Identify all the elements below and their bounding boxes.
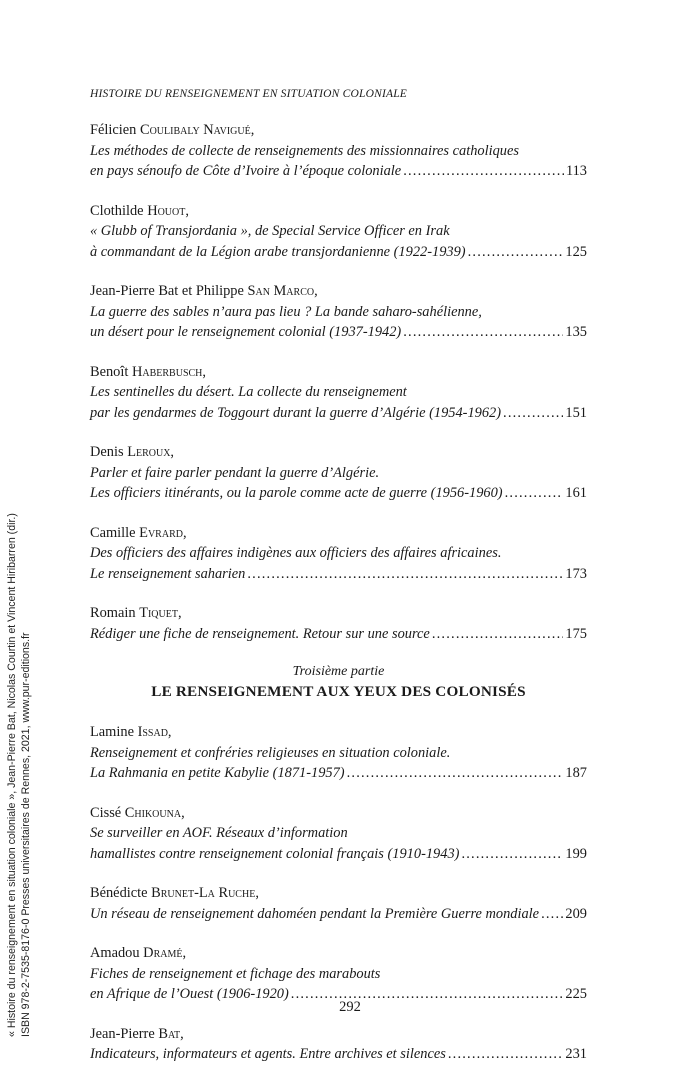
entry-title-text: Les officiers itinérants, ou la parole comme acte de guerre (1956-1960) [90, 485, 503, 501]
entry-title-text: Le renseignement saharien [90, 565, 246, 582]
entry-title-text: en Afrique de l’Ouest (1906-1920) [90, 986, 289, 1002]
author-last-name: Haberbusch [131, 363, 203, 380]
part-title: LE RENSEIGNEMENT AUX YEUX DES COLONISÉS [151, 683, 526, 700]
dot-leader [461, 844, 563, 865]
author-first-name: Jean-Pierre [90, 1025, 155, 1042]
author-last-name: Chikouna [124, 804, 182, 821]
dot-leader [448, 1044, 564, 1065]
entry-author: Cissé Chikouna, [90, 804, 185, 821]
entry-page-number: 199 [565, 845, 587, 862]
entry-author: Félicien Coulibaly Navigué, [90, 122, 255, 138]
toc-entry [90, 603, 587, 644]
entry-page-number: 187 [565, 765, 587, 781]
author-first-name: Amadou [90, 945, 140, 961]
running-header: HISTOIRE DU RENSEIGNEMENT EN SITUATION COLONIALE [90, 88, 408, 100]
author-last-name: Tiquet [139, 605, 178, 621]
entry-title-text: un désert pour le renseignement colonial (1937-1942) [90, 324, 402, 340]
entry-author: Lamine Issad, [90, 724, 172, 740]
entry-page-number: 209 [565, 905, 587, 922]
author-first-name: Romain [90, 605, 136, 621]
part-heading [90, 663, 587, 703]
entry-title-line: « Glubb of Transjordania », de Special Service Officer en Irak [90, 223, 450, 239]
isbn-line: ISBN 978-2-7535-8176-0 Presses universitaires de Rennes, 2021, www.pur-editions.fr [19, 632, 32, 1037]
toc-entry [90, 442, 587, 504]
entry-title-text: Un réseau de renseignement dahoméen pendant la Première Guerre mondiale [90, 905, 540, 922]
entry-page-number: 175 [565, 625, 587, 642]
entry-page-number: 173 [565, 565, 587, 582]
author-first-name: Lamine [90, 724, 134, 740]
entry-title-last-line [90, 844, 587, 865]
entry-title-text: par les gendarmes de Toggourt durant la guerre d’Algérie (1954-1962) [90, 404, 502, 421]
entry-title-text: hamallistes contre renseignement colonial français (1910-1943) [90, 845, 460, 862]
entry-title-last-line [90, 624, 587, 645]
toc-entry [90, 523, 587, 585]
entry-title-text: à commandant de la Légion arabe transjordanienne (1922-1939) [90, 243, 466, 260]
dot-leader [541, 904, 563, 925]
entry-title-last-line [90, 403, 587, 424]
toc-entry [90, 803, 587, 865]
entry-page-number: 125 [565, 243, 587, 260]
table-of-contents [90, 120, 587, 1084]
author-first-name: Camille [90, 524, 136, 541]
author-first-name: Félicien [90, 122, 137, 138]
entry-title-text: La Rahmania en petite Kabylie (1871-1957) [90, 765, 345, 781]
author-first-name: Jean-Pierre Bat et Philippe [90, 283, 244, 299]
entry-title-last-line [90, 904, 587, 925]
entry-title-line: Fiches de renseignement et fichage des marabouts [90, 965, 381, 982]
entry-author: Jean-Pierre Bat, [90, 1025, 184, 1042]
author-first-name: Bénédicte [90, 885, 148, 901]
author-last-name: Coulibaly Navigué [139, 122, 251, 138]
entry-title-last-line [90, 161, 587, 182]
author-last-name: Houot [147, 202, 186, 219]
toc-entry [90, 120, 587, 182]
dot-leader [403, 161, 564, 182]
entry-title-line: La guerre des sables n’aura pas lieu ? La bande saharo-sahélienne, [90, 303, 482, 320]
toc-entry [90, 362, 587, 424]
author-last-name: Leroux [127, 444, 171, 460]
toc-entry [90, 943, 587, 1005]
entry-title-last-line [90, 763, 587, 784]
entry-author: Camille Evrard, [90, 524, 187, 541]
citation-sidebar [6, 0, 33, 1062]
entry-page-number: 151 [565, 404, 587, 421]
part-label: Troisième partie [292, 664, 385, 679]
entry-title-line: Se surveiller en AOF. Réseaux d’information [90, 825, 348, 841]
dot-leader [403, 322, 563, 343]
dot-leader [432, 624, 564, 645]
entry-author: Bénédicte Brunet-La Ruche, [90, 885, 259, 901]
dot-leader [347, 763, 564, 784]
author-last-name: Dramé [143, 945, 183, 961]
citation-line: « Histoire du renseignement en situation coloniale », Jean-Pierre Bat, Nicolas Courtin et Vincent Hiribarren (dir.) [6, 513, 18, 1037]
toc-entry [90, 201, 587, 263]
toc-entry [90, 883, 587, 924]
author-first-name: Benoît [90, 363, 129, 380]
entry-title-last-line [90, 242, 587, 263]
author-last-name: Evrard [139, 524, 183, 541]
entry-page-number: 113 [565, 163, 587, 179]
entry-author: Clothilde Houot, [90, 202, 189, 219]
entry-author: Denis Leroux, [90, 444, 175, 460]
author-last-name: San Marco [247, 283, 315, 299]
entry-author: Jean-Pierre Bat et Philippe San Marco, [90, 283, 318, 299]
entry-page-number: 161 [565, 485, 587, 501]
entry-title-last-line [90, 322, 587, 343]
entry-page-number: 135 [565, 324, 587, 340]
entry-title-text: Rédiger une fiche de renseignement. Retour sur une source [90, 625, 430, 642]
author-last-name: Bat [158, 1025, 181, 1042]
entry-title-line: Des officiers des affaires indigènes aux officiers des affaires africaines. [90, 545, 502, 561]
entry-author: Romain Tiquet, [90, 605, 182, 621]
entry-title-text: Indicateurs, informateurs et agents. Entre archives et silences [90, 1046, 446, 1062]
entry-title-last-line [90, 1044, 587, 1065]
entry-title-line: Les sentinelles du désert. La collecte du renseignement [90, 384, 407, 400]
entry-title-last-line [90, 564, 587, 585]
entry-title-text: en pays sénoufo de Côte d’Ivoire à l’époque coloniale [90, 163, 402, 179]
entry-title-last-line [90, 483, 587, 504]
entry-page-number: 231 [565, 1046, 587, 1062]
author-first-name: Cissé [90, 804, 122, 821]
entry-title-line: Parler et faire parler pendant la guerre d’Algérie. [90, 464, 380, 481]
toc-entry [90, 1024, 587, 1065]
dot-leader [505, 483, 564, 504]
entry-title-line: Les méthodes de collecte de renseignements des missionnaires catholiques [90, 142, 519, 159]
entry-author: Benoît Haberbusch, [90, 363, 207, 380]
toc-entry [90, 281, 587, 343]
dot-leader [468, 242, 564, 263]
author-last-name: Issad [137, 724, 168, 740]
entry-author: Amadou Dramé, [90, 945, 187, 961]
toc-entry [90, 722, 587, 784]
dot-leader [247, 564, 563, 585]
entry-title-line: Renseignement et confréries religieuses en situation coloniale. [90, 744, 451, 761]
toc-group-second-part [90, 120, 587, 644]
author-first-name: Denis [90, 444, 124, 460]
dot-leader [503, 403, 563, 424]
page-number: 292 [339, 999, 361, 1015]
author-last-name: Brunet-La Ruche [151, 885, 256, 901]
author-first-name: Clothilde [90, 202, 144, 219]
entry-page-number: 225 [565, 986, 587, 1002]
